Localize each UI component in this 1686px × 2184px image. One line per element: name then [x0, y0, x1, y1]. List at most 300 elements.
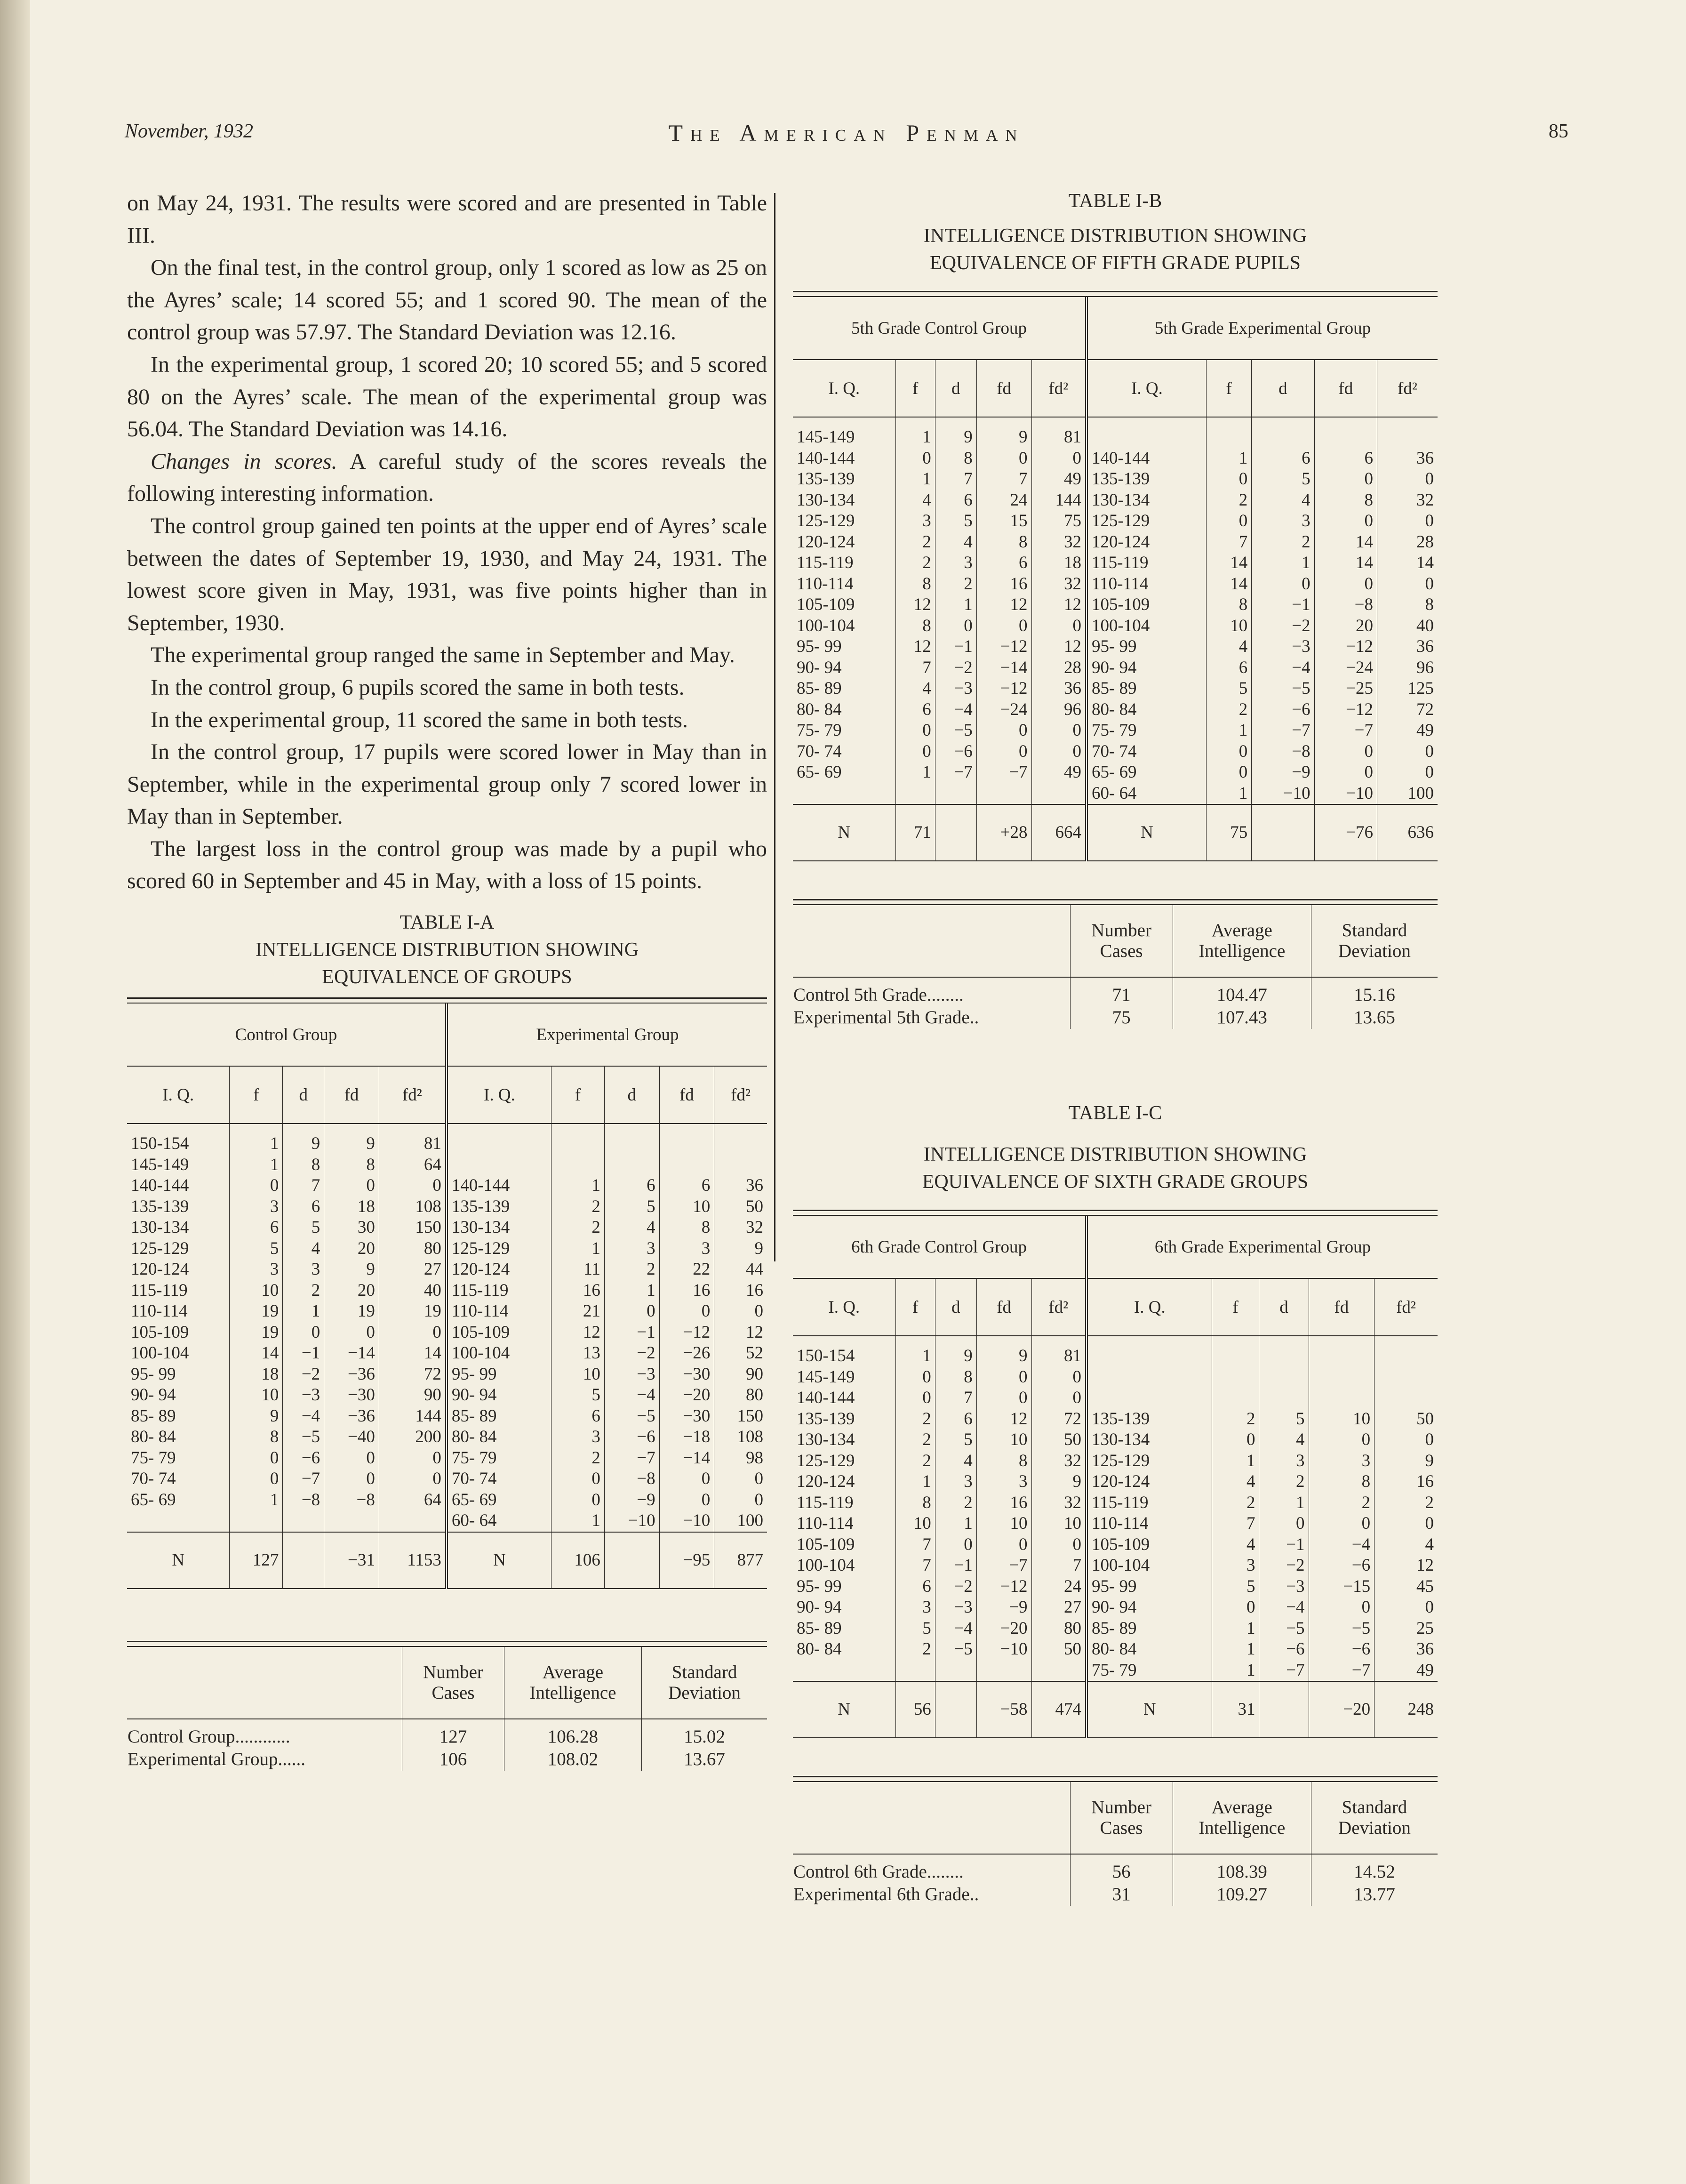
double-rule: [127, 997, 767, 1004]
iq-cell: 120-124: [793, 1471, 895, 1493]
fd2-cell: 474: [1031, 1681, 1087, 1738]
spacer-cell: [447, 1124, 551, 1133]
spacer-cell: [793, 1336, 895, 1346]
table-row: [127, 1217, 767, 1238]
iq-cell: 130-134: [127, 1217, 230, 1238]
fd2-cell: 0: [1031, 1388, 1087, 1409]
iq-cell: 140-144: [1087, 448, 1207, 469]
table-row: [127, 1133, 767, 1155]
summary-value: 107.43: [1173, 1006, 1311, 1029]
summary-row: [793, 1854, 1438, 1883]
d-cell: 6: [283, 1196, 324, 1218]
table-row: [127, 1343, 767, 1364]
f-cell: 14: [230, 1343, 283, 1364]
d-cell: −3: [1259, 1576, 1309, 1598]
f-cell: 5: [230, 1238, 283, 1260]
column-header: I. Q.: [793, 1278, 895, 1336]
fd-cell: 14: [1314, 553, 1377, 574]
iq-cell: 75- 79: [127, 1448, 230, 1469]
iq-cell: 145-149: [793, 427, 895, 448]
iq-cell: 95- 99: [447, 1364, 551, 1385]
d-cell: −4: [935, 699, 976, 721]
column-header: I. Q.: [127, 1066, 230, 1124]
f-cell: 0: [895, 720, 935, 741]
table-caption: [793, 1100, 1438, 1196]
table-row: [127, 1196, 767, 1218]
iq-cell: 80- 84: [447, 1427, 551, 1448]
f-cell: 1: [895, 469, 935, 490]
f-cell: 12: [551, 1322, 604, 1343]
fd-cell: −5: [1309, 1618, 1374, 1639]
column-header: fd²: [379, 1066, 447, 1124]
spacer-cell: [1087, 1336, 1212, 1346]
f-cell: 1: [1206, 720, 1251, 741]
spacer-cell: [1252, 417, 1314, 427]
paragraph: In the control group, 6 pupils scored the same in both tests.: [151, 674, 685, 700]
frequency-table: [793, 297, 1438, 861]
left-column: [127, 187, 767, 1771]
d-cell: 2: [1259, 1471, 1309, 1493]
column-header: fd²: [714, 1066, 767, 1124]
summary-value: 109.27: [1173, 1883, 1311, 1906]
fd2-cell: 0: [1031, 616, 1087, 637]
totals-row: [127, 1532, 767, 1589]
fd2-cell: 32: [1031, 1493, 1087, 1514]
d-cell: 1: [935, 1513, 976, 1534]
f-cell: 2: [895, 553, 935, 574]
fd-cell: 0: [659, 1490, 714, 1511]
spacer-cell: [659, 1124, 714, 1133]
d-cell: −1: [604, 1322, 659, 1343]
fd2-cell: [1031, 783, 1087, 805]
fd2-cell: 72: [1416, 699, 1434, 719]
d-cell: −7: [1259, 1660, 1309, 1682]
iq-cell: 135-139: [127, 1196, 230, 1218]
fd-cell: −36: [324, 1406, 379, 1427]
iq-cell: 100-104: [793, 616, 895, 637]
f-cell: 5: [895, 1618, 935, 1639]
summary-value: 127: [402, 1719, 504, 1748]
f-cell: 1: [895, 1471, 935, 1493]
d-cell: 0: [604, 1301, 659, 1322]
column-header: fd: [1309, 1278, 1374, 1336]
summary-header: Average Intelligence: [1173, 905, 1311, 977]
spacer-row: [793, 417, 1438, 427]
summary-table: [127, 1647, 767, 1771]
column-header: d: [1259, 1278, 1309, 1336]
d-cell: −10: [1252, 783, 1314, 805]
n-label: N: [793, 1681, 895, 1738]
fd2-cell: 36: [1416, 1639, 1434, 1659]
iq-cell: 110-114: [447, 1301, 551, 1322]
table-row: [127, 1469, 767, 1490]
group-label: Control Group: [127, 1004, 447, 1066]
f-cell: 10: [230, 1385, 283, 1406]
iq-cell: 145-149: [793, 1367, 895, 1388]
section-heading: Changes in scores.: [151, 449, 337, 474]
iq-cell: 95- 99: [793, 636, 895, 658]
fd-cell: 0: [976, 1367, 1031, 1388]
summary-row: [793, 977, 1438, 1006]
f-cell: 21: [551, 1301, 604, 1322]
fd2-cell: 72: [379, 1364, 447, 1385]
d-cell: 5: [1252, 469, 1314, 490]
fd-cell: 2: [1309, 1493, 1374, 1514]
fd2-cell: 18: [1031, 553, 1087, 574]
d-cell: −8: [283, 1490, 324, 1511]
fd-cell: −7: [1309, 1660, 1374, 1682]
fd-cell: 0: [1314, 741, 1377, 763]
table-row: [793, 616, 1438, 637]
iq-cell: 135-139: [447, 1196, 551, 1218]
fd-cell: −14: [659, 1448, 714, 1469]
spacer-cell: [895, 1336, 935, 1346]
f-cell: 12: [895, 594, 935, 616]
spacer-cell: [976, 417, 1031, 427]
iq-cell: 80- 84: [1087, 1639, 1212, 1660]
f-cell: 3: [230, 1259, 283, 1280]
summary-table: [793, 905, 1438, 1029]
d-cell: −1: [935, 636, 976, 658]
fd-cell: [976, 783, 1031, 805]
table-ib: [793, 187, 1438, 1029]
d-cell: 2: [604, 1259, 659, 1280]
f-cell: 0: [895, 741, 935, 763]
iq-cell: 100-104: [127, 1343, 230, 1364]
d-cell: −8: [1252, 741, 1314, 763]
summary-label: Control 6th Grade........: [793, 1862, 964, 1882]
d-cell: [1252, 804, 1314, 861]
table-number: TABLE I-B: [1068, 190, 1162, 212]
fd2-cell: 40: [1416, 616, 1434, 635]
fd2-cell: 200: [379, 1427, 447, 1448]
d-cell: [1259, 1681, 1309, 1738]
spacer-cell: [127, 1124, 230, 1133]
d-cell: [935, 1681, 976, 1738]
f-cell: 1: [1206, 783, 1251, 805]
summary-header: Number Cases: [1070, 905, 1173, 977]
spacer-cell: [1259, 1336, 1309, 1346]
d-cell: 3: [604, 1238, 659, 1260]
iq-cell: 95- 99: [793, 1576, 895, 1598]
totals-row: [793, 804, 1438, 861]
f-cell: 1: [895, 762, 935, 783]
spacer-cell: [1212, 1336, 1259, 1346]
f-cell: 7: [895, 1555, 935, 1576]
iq-cell: 125-129: [793, 511, 895, 532]
d-cell: −3: [1252, 636, 1314, 658]
frequency-table: [793, 1216, 1438, 1738]
fd-cell: 0: [1309, 1597, 1374, 1618]
fd2-cell: 27: [1031, 1597, 1087, 1618]
fd-cell: [659, 1155, 714, 1176]
fd-cell: −30: [659, 1406, 714, 1427]
iq-cell: 115-119: [447, 1280, 551, 1301]
iq-cell: 150-154: [793, 1346, 895, 1367]
fd-cell: −12: [1314, 699, 1377, 721]
table-row: [793, 1618, 1438, 1639]
f-cell: 1: [1212, 1639, 1259, 1660]
f-cell: 0: [551, 1469, 604, 1490]
f-cell: 4: [1212, 1534, 1259, 1556]
d-cell: 1: [1252, 553, 1314, 574]
table-row: [127, 1364, 767, 1385]
fd-cell: 15: [976, 511, 1031, 532]
fd2-cell: 36: [1031, 678, 1087, 699]
f-cell: 8: [1206, 594, 1251, 616]
f-cell: 10: [1206, 616, 1251, 637]
f-cell: 3: [895, 511, 935, 532]
spacer-row: [127, 1124, 767, 1133]
fd2-cell: 0: [754, 1301, 763, 1321]
d-cell: −7: [1252, 720, 1314, 741]
f-cell: 75: [1206, 804, 1251, 861]
iq-cell: [1087, 1388, 1212, 1409]
fd-cell: −15: [1309, 1576, 1374, 1598]
iq-cell: 130-134: [793, 490, 895, 511]
iq-cell: 115-119: [127, 1280, 230, 1301]
iq-cell: 85- 89: [793, 678, 895, 699]
d-cell: −4: [935, 1618, 976, 1639]
d-cell: 2: [935, 1493, 976, 1514]
iq-cell: 130-134: [793, 1429, 895, 1451]
fd2-cell: 12: [1031, 594, 1087, 616]
f-cell: 4: [1206, 636, 1251, 658]
column-header-row: [127, 1066, 767, 1124]
iq-cell: 95- 99: [1087, 636, 1207, 658]
d-cell: [1252, 427, 1314, 448]
fd-cell: [659, 1133, 714, 1155]
fd2-cell: 12: [1031, 636, 1087, 658]
iq-cell: 80- 84: [1087, 699, 1207, 721]
f-cell: 18: [230, 1364, 283, 1385]
f-cell: 0: [551, 1490, 604, 1511]
f-cell: 127: [230, 1532, 283, 1589]
table-row: [793, 636, 1438, 658]
f-cell: 1: [1212, 1618, 1259, 1639]
spacer-cell: [604, 1124, 659, 1133]
summary-value: 31: [1070, 1883, 1173, 1906]
fd-cell: −8: [1314, 594, 1377, 616]
f-cell: 2: [551, 1196, 604, 1218]
iq-cell: 100-104: [1087, 1555, 1212, 1576]
fd-cell: 0: [976, 1534, 1031, 1556]
d-cell: 9: [935, 427, 976, 448]
f-cell: 0: [230, 1175, 283, 1196]
summary-value: 15.02: [642, 1719, 767, 1748]
double-rule: [793, 291, 1438, 297]
fd-cell: 10: [659, 1196, 714, 1218]
summary-value: 13.67: [642, 1748, 767, 1771]
summary-header-row: [127, 1647, 767, 1719]
f-cell: 3: [1212, 1555, 1259, 1576]
fd2-cell: 32: [1416, 490, 1434, 510]
d-cell: 5: [283, 1217, 324, 1238]
fd-cell: 20: [1314, 616, 1377, 637]
paragraph: The largest loss in the control group was made by a pupil who scored 60 in September and 45 in May, with a loss of 15 points.: [127, 836, 767, 894]
f-cell: 0: [230, 1448, 283, 1469]
f-cell: 13: [551, 1343, 604, 1364]
spacer-cell: [935, 417, 976, 427]
paragraph: In the experimental group, 1 scored 20; 10 scored 55; and 5 scored 80 on the Ayres’ scale. The mean of the experimental group was 56.04. The Standard Deviation was 14.16.: [127, 352, 767, 442]
f-cell: 8: [895, 1493, 935, 1514]
iq-cell: 100-104: [447, 1343, 551, 1364]
f-cell: 1: [895, 427, 935, 448]
summary-header: Number Cases: [402, 1647, 504, 1719]
fd-cell: 0: [1314, 469, 1377, 490]
fd2-cell: 50: [1031, 1429, 1087, 1451]
fd-cell: 0: [976, 616, 1031, 637]
f-cell: 1: [1212, 1660, 1259, 1682]
group-label: 6th Grade Control Group: [793, 1216, 1087, 1278]
table-row: [127, 1155, 767, 1176]
d-cell: −4: [604, 1385, 659, 1406]
n-label: N: [793, 804, 895, 861]
iq-cell: 110-114: [1087, 1513, 1212, 1534]
d-cell: [604, 1155, 659, 1176]
table-title-line: EQUIVALENCE OF GROUPS: [322, 966, 572, 988]
summary-header: Average Intelligence: [1173, 1782, 1311, 1854]
fd-cell: 8: [976, 1451, 1031, 1472]
fd-cell: 0: [659, 1301, 714, 1322]
d-cell: 0: [283, 1322, 324, 1343]
f-cell: 6: [230, 1217, 283, 1238]
table-row: [793, 511, 1438, 532]
table-row: [793, 1388, 1438, 1409]
fd2-cell: 10: [1031, 1513, 1087, 1534]
group-header-row: [793, 1216, 1438, 1278]
table-row: [793, 658, 1438, 679]
d-cell: 0: [935, 1534, 976, 1556]
iq-cell: [447, 1133, 551, 1155]
fd2-cell: 100: [1407, 783, 1434, 803]
table-row: [793, 1429, 1438, 1451]
d-cell: 4: [935, 1451, 976, 1472]
fd2-cell: 32: [746, 1218, 763, 1237]
fd2-cell: 0: [379, 1448, 447, 1469]
fd2-cell: 12: [746, 1322, 763, 1342]
iq-cell: 75- 79: [1087, 1660, 1212, 1682]
fd-cell: 16: [659, 1280, 714, 1301]
fd2-cell: 96: [1031, 699, 1087, 721]
f-cell: 2: [895, 1429, 935, 1451]
fd-cell: −9: [976, 1597, 1031, 1618]
spacer-cell: [283, 1124, 324, 1133]
d-cell: −6: [1259, 1639, 1309, 1660]
column-header: d: [604, 1066, 659, 1124]
spacer-cell: [379, 1124, 447, 1133]
d-cell: [935, 1660, 976, 1682]
f-cell: 6: [551, 1406, 604, 1427]
f-cell: [1206, 427, 1251, 448]
d-cell: 3: [283, 1259, 324, 1280]
f-cell: 1: [551, 1238, 604, 1260]
d-cell: [283, 1510, 324, 1532]
spacer-cell: [551, 1124, 604, 1133]
column-header: fd: [659, 1066, 714, 1124]
fd2-cell: 28: [1031, 658, 1087, 679]
fd2-cell: 24: [1031, 1576, 1087, 1598]
iq-cell: 80- 84: [793, 1639, 895, 1660]
d-cell: 9: [283, 1133, 324, 1155]
d-cell: −3: [604, 1364, 659, 1385]
fd2-cell: 125: [1407, 679, 1434, 699]
f-cell: 9: [230, 1406, 283, 1427]
fd2-cell: 19: [379, 1301, 447, 1322]
fd-cell: [1309, 1388, 1374, 1409]
f-cell: [551, 1133, 604, 1155]
fd-cell: −24: [976, 699, 1031, 721]
fd2-cell: 49: [1031, 762, 1087, 783]
f-cell: 3: [230, 1196, 283, 1218]
iq-cell: 110-114: [793, 574, 895, 595]
iq-cell: 105-109: [793, 1534, 895, 1556]
fd-cell: 0: [324, 1322, 379, 1343]
spacer-row: [793, 1336, 1438, 1346]
spacer-cell: [935, 1336, 976, 1346]
iq-cell: 95- 99: [1087, 1576, 1212, 1598]
f-cell: 0: [895, 1367, 935, 1388]
column-header-row: [793, 360, 1438, 417]
table-row: [793, 1513, 1438, 1534]
iq-cell: 90- 94: [793, 1597, 895, 1618]
spacer-cell: [1377, 417, 1438, 427]
d-cell: −7: [283, 1469, 324, 1490]
fd2-cell: 96: [1416, 658, 1434, 677]
fd-cell: 12: [976, 594, 1031, 616]
table-row: [793, 762, 1438, 783]
d-cell: 7: [935, 1388, 976, 1409]
f-cell: 8: [895, 574, 935, 595]
fd2-cell: 52: [746, 1343, 763, 1363]
fd-cell: −18: [659, 1427, 714, 1448]
right-column: [793, 187, 1438, 1906]
fd2-cell: 100: [737, 1511, 763, 1531]
d-cell: −6: [283, 1448, 324, 1469]
fd2-cell: 36: [1416, 637, 1434, 657]
fd-cell: −58: [976, 1681, 1031, 1738]
iq-cell: 75- 79: [793, 720, 895, 741]
fd-cell: −10: [976, 1639, 1031, 1660]
summary-header: Number Cases: [1070, 1782, 1173, 1854]
summary-value: 15.16: [1311, 977, 1438, 1006]
d-cell: 4: [935, 532, 976, 553]
iq-cell: 75- 79: [1087, 720, 1207, 741]
iq-cell: 120-124: [793, 532, 895, 553]
fd-cell: −12: [976, 636, 1031, 658]
f-cell: 1: [551, 1175, 604, 1196]
fd2-cell: 144: [1031, 490, 1087, 511]
fd-cell: [1314, 427, 1377, 448]
iq-cell: 120-124: [1087, 1471, 1212, 1493]
f-cell: 3: [895, 1597, 935, 1618]
column-divider: [774, 193, 775, 1261]
fd2-cell: 80: [1031, 1618, 1087, 1639]
table-row: [127, 1406, 767, 1427]
d-cell: −6: [935, 741, 976, 763]
fd2-cell: [379, 1510, 447, 1532]
fd2-cell: 8: [1425, 595, 1434, 615]
summary-corner: [793, 1782, 1070, 1854]
page-number: 85: [1549, 120, 1568, 142]
spacer-cell: [1031, 417, 1087, 427]
f-cell: [895, 1660, 935, 1682]
iq-cell: 65- 69: [447, 1490, 551, 1511]
fd-cell: 0: [1314, 511, 1377, 532]
fd2-cell: [1374, 1346, 1438, 1367]
column-header: d: [935, 1278, 976, 1336]
d-cell: −2: [935, 658, 976, 679]
